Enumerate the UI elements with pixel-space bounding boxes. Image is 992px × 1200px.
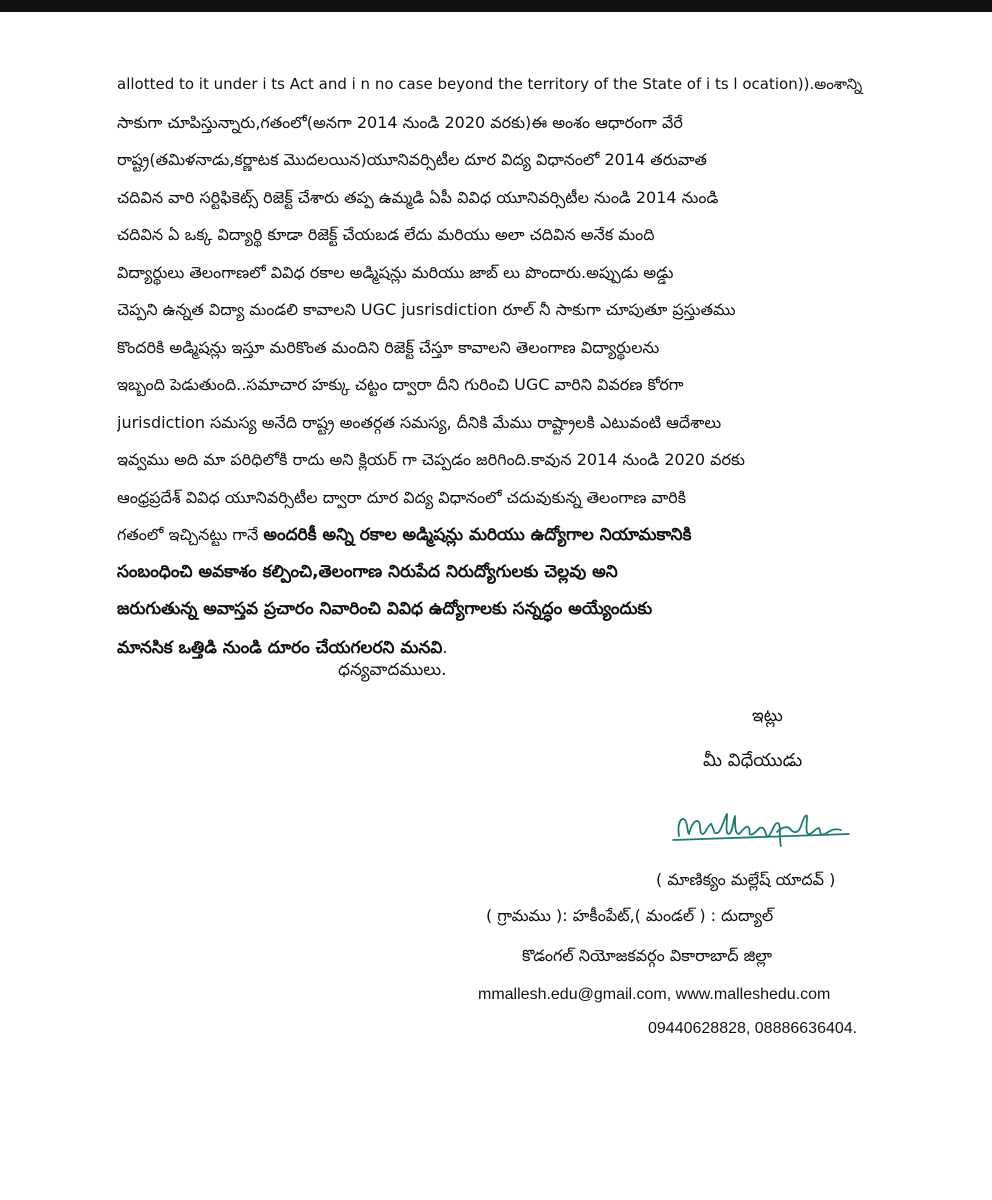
body-line-mixed: [117, 516, 887, 554]
body-line: ఇబ్బంది పెడుతుంది..సమాచార హక్కు చట్టం ద్వారా దీని గురించి UGC వారిని వివరణ కోరగా: [117, 375, 684, 394]
body-line: చదివిన వారి సర్టిఫికెట్స్ రిజెక్ట్ చేశారు తప్ప ఉమ్మడి ఏపీ వివిధ యూనివర్సిటీల నుండి 2014 నుండి: [117, 187, 719, 207]
author-phones: 09440628828, 08886636404.: [648, 1020, 858, 1037]
body-line: చదివిన ఏ ఒక్క విద్యార్థి కూడా రిజెక్ట్ చేయబడ లేదు మరియు అలా చదివిన అనేక మంది: [117, 225, 655, 244]
body-line: jurisdiction సమస్య అనేది రాష్ట్ర అంతర్గత సమస్య, దీనికి మేము రాష్ట్రాలకి ఎటువంటి ఆదేశాలు: [117, 412, 722, 432]
author-name: ( మాణిక్యం మల్లేష్ యాదవ్ ): [656, 870, 836, 889]
body-line-normal-part: .: [442, 637, 448, 657]
letter-body: [117, 66, 887, 666]
body-line-bold-part: అందరికీ అన్ని రకాల అడ్మిషన్లు మరియు ఉద్యోగాల నియామకానికి: [263, 525, 692, 545]
body-line: ఆంధ్రప్రదేశ్ వివిధ యూనివర్సిటీల ద్వారా దూర విద్య విధానంలో చదువుకున్న తెలంగాణ వారికి: [117, 487, 687, 507]
body-line-bold: సంబంధించి అవకాశం కల్పించి,తెలంగాణ నిరుపేద నిరుద్యోగులకు చెల్లవు అని: [117, 561, 618, 582]
body-line-last: [117, 629, 887, 667]
top-bar: [0, 0, 992, 12]
author-constituency: కొడంగల్ నియోజకవర్గం వికారాబాద్ జిల్లా: [522, 946, 773, 965]
closing-itlu: ఇట్లు: [752, 706, 783, 726]
author-village: ( గ్రామము ): హకీంపేట్,( మండల్ ) : దుద్యాల్: [486, 906, 774, 925]
author-contact: mmallesh.edu@gmail.com, www.malleshedu.com: [478, 986, 831, 1003]
body-line: కొందరికి అడ్మిషన్లు ఇస్తూ మరికొంత మందిని రిజెక్ట్ చేస్తూ కావాలని తెలంగాణ విద్యార్థులను: [117, 337, 660, 357]
body-line: allotted to it under i ts Act and i n no case beyond the territory of the State of i ts l ocation)).అంశాన్ని: [117, 75, 863, 93]
body-line-normal-part: గతంలో ఇచ్చినట్టు గానే: [117, 525, 264, 544]
signature-image: [663, 796, 863, 854]
closing-thanks: ధన్యవాదములు.: [338, 660, 447, 680]
body-line: చెప్పని ఉన్నత విద్యా మండలి కావాలని UGC jusrisdiction రూల్ నీ సాకుగా చూపుతూ ప్రస్తుతము: [117, 300, 736, 319]
body-line: రాష్ట్ర(తమిళనాడు,కర్ణాటక మొదలయిన)యూనివర్సిటీల దూర విద్య విధానంలో 2014 తరువాత: [117, 150, 707, 169]
body-line-bold: జరుగుతున్న అవాస్తవ ప్రచారం నివారించి వివిధ ఉద్యోగాలకు సన్నద్ధం అయ్యేందుకు: [117, 599, 653, 619]
body-line: ఇవ్వము అది మా పరిధిలోకి రాదు అని క్లియర్ గా చెప్పడం జరిగింది.కావున 2014 నుండి 2020 వరకు: [117, 450, 745, 469]
closing-vidheyudu: మీ విధేయుడు: [703, 750, 803, 771]
body-line: విద్యార్థులు తెలంగాణలో వివిధ రకాల అడ్మిషన్లు మరియు జాబ్ లు పొందారు.అప్పుడు అడ్డు: [117, 262, 674, 282]
body-line: సాకుగా చూపిస్తున్నారు,గతంలో(అనగా 2014 నుండి 2020 వరకు)ఈ అంశం ఆధారంగా వేరే: [117, 112, 683, 132]
body-line-bold-part: మానసిక ఒత్తిడి నుండి దూరం చేయగలరని మనవి: [117, 637, 443, 658]
